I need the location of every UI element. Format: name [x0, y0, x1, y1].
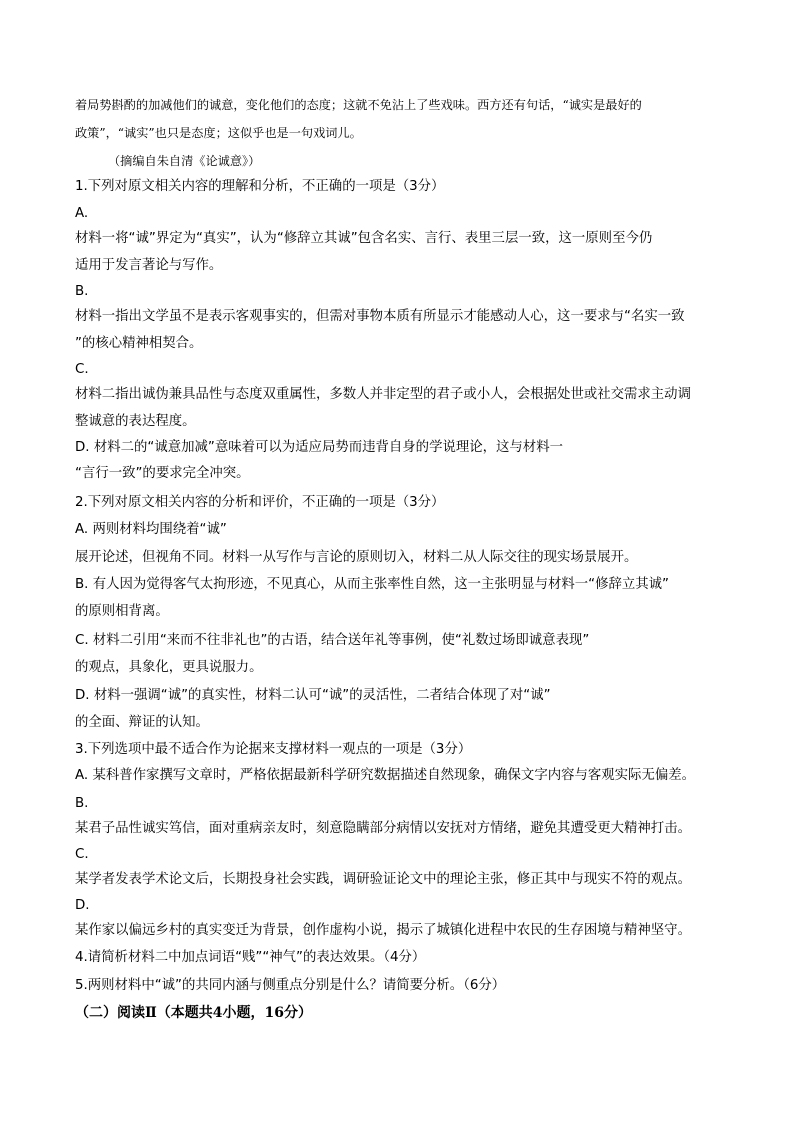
question-3-stem: 3.下列选项中最不适合作为论据来支撑材料一观点的一项是（3分） — [75, 742, 472, 757]
q1-option-c-text-cont: 整诚意的表达程度。 — [75, 414, 196, 429]
q3-option-d-text: 某作家以偏远乡村的真实变迁为背景，创作虚构小说，揭示了城镇化进程中农民的生存困境与精神坚守。 — [75, 923, 691, 938]
q1-option-b-label: B. — [75, 284, 89, 299]
question-4-stem: 4.请简析材料二中加点词语“贱”“神气”的表达效果。（4分） — [75, 950, 426, 965]
question-5-stem: 5.两则材料中“诚”的共同内涵与侧重点分别是什么？请简要分析。（6分） — [75, 978, 506, 993]
q1-option-c-text: 材料二指出诚伪兼具品性与态度双重属性，多数人并非定型的君子或小人，会根据处世或社交需求主动调 — [75, 387, 691, 402]
q1-option-b-text: 材料一指出文学虽不是表示客观事实的，但需对事物本质有所显示才能感动人心，这一要求与“名实一致 — [75, 309, 685, 324]
q3-option-b-label: B. — [75, 796, 89, 811]
question-1-stem: 1.下列对原文相关内容的理解和分析，不正确的一项是（3分） — [75, 179, 445, 194]
passage-line-2: 政策”，“诚实”也只是态度；这似乎也是一句戏词儿。 — [75, 126, 362, 140]
q2-option-c-text: C. 材料二引用“来而不往非礼也”的古语，结合送年礼等事例，使“礼数过场即诚意表现” — [75, 633, 590, 648]
q2-option-d-text: D. 材料一强调“诚”的真实性，材料二认可“诚”的灵活性，二者结合体现了对“诚” — [75, 688, 551, 703]
passage-source: （摘编自朱自清《论诚意》） — [108, 154, 261, 168]
q1-option-d-text-cont: “言行一致”的要求完全冲突。 — [75, 466, 250, 481]
q3-option-c-text: 某学者发表学术论文后，长期投身社会实践，调研验证论文中的理论主张，修正其中与现实不符的观点。 — [75, 872, 691, 887]
question-2-stem: 2.下列对原文相关内容的分析和评价，不正确的一项是（3分） — [75, 495, 445, 510]
q2-option-a-text-cont: 展开论述，但视角不同。材料一从写作与言论的原则切入，材料二从人际交往的现实场景展开。 — [75, 550, 638, 565]
q3-option-a-text: A. 某科普作家撰写文章时，严格依据最新科学研究数据描述自然现象，确保文字内容与客观实际无偏差。 — [75, 768, 696, 783]
passage-line-1: 着局势斟酌的加减他们的诚意，变化他们的态度；这就不免沾上了些戏味。西方还有句话，“诚实是最好的 — [75, 98, 642, 112]
q3-option-b-text: 某君子品性诚实笃信，面对重病亲友时，刻意隐瞒部分病情以安抚对方情绪，避免其遭受更大精神打击。 — [75, 821, 691, 836]
q3-option-c-label: C. — [75, 847, 89, 862]
q1-option-a-label: A. — [75, 206, 89, 221]
q1-option-b-text-cont: ”的核心精神相契合。 — [75, 336, 203, 351]
q1-option-d-text: D. 材料二的“诚意加减”意味着可以为适应局势而违背自身的学说理论，这与材料一 — [75, 440, 563, 455]
q2-option-c-text-cont: 的观点，具象化，更具说服力。 — [75, 660, 263, 675]
q1-option-a-text-cont: 适用于发言著论与写作。 — [75, 258, 223, 273]
q2-option-d-text-cont: 的全面、辩证的认知。 — [75, 715, 209, 730]
q2-option-b-text: B. 有人因为觉得客气太拘形迹，不见真心，从而主张率性自然，这一主张明显与材料一“修辞立其诚” — [75, 577, 669, 592]
q1-option-c-label: C. — [75, 362, 89, 377]
q1-option-a-text: 材料一将“诚”界定为“真实”，认为“修辞立其诚”包含名实、言行、表里三层一致，这一原则至今仍 — [75, 231, 653, 246]
q2-option-a-text: A. 两则材料均围绕着“诚” — [75, 522, 227, 537]
q2-option-b-text-cont: 的原则相背离。 — [75, 604, 169, 619]
q3-option-d-label: D. — [75, 898, 90, 913]
section-heading: （二）阅读Ⅱ（本题共4小题，16分） — [75, 1005, 313, 1021]
